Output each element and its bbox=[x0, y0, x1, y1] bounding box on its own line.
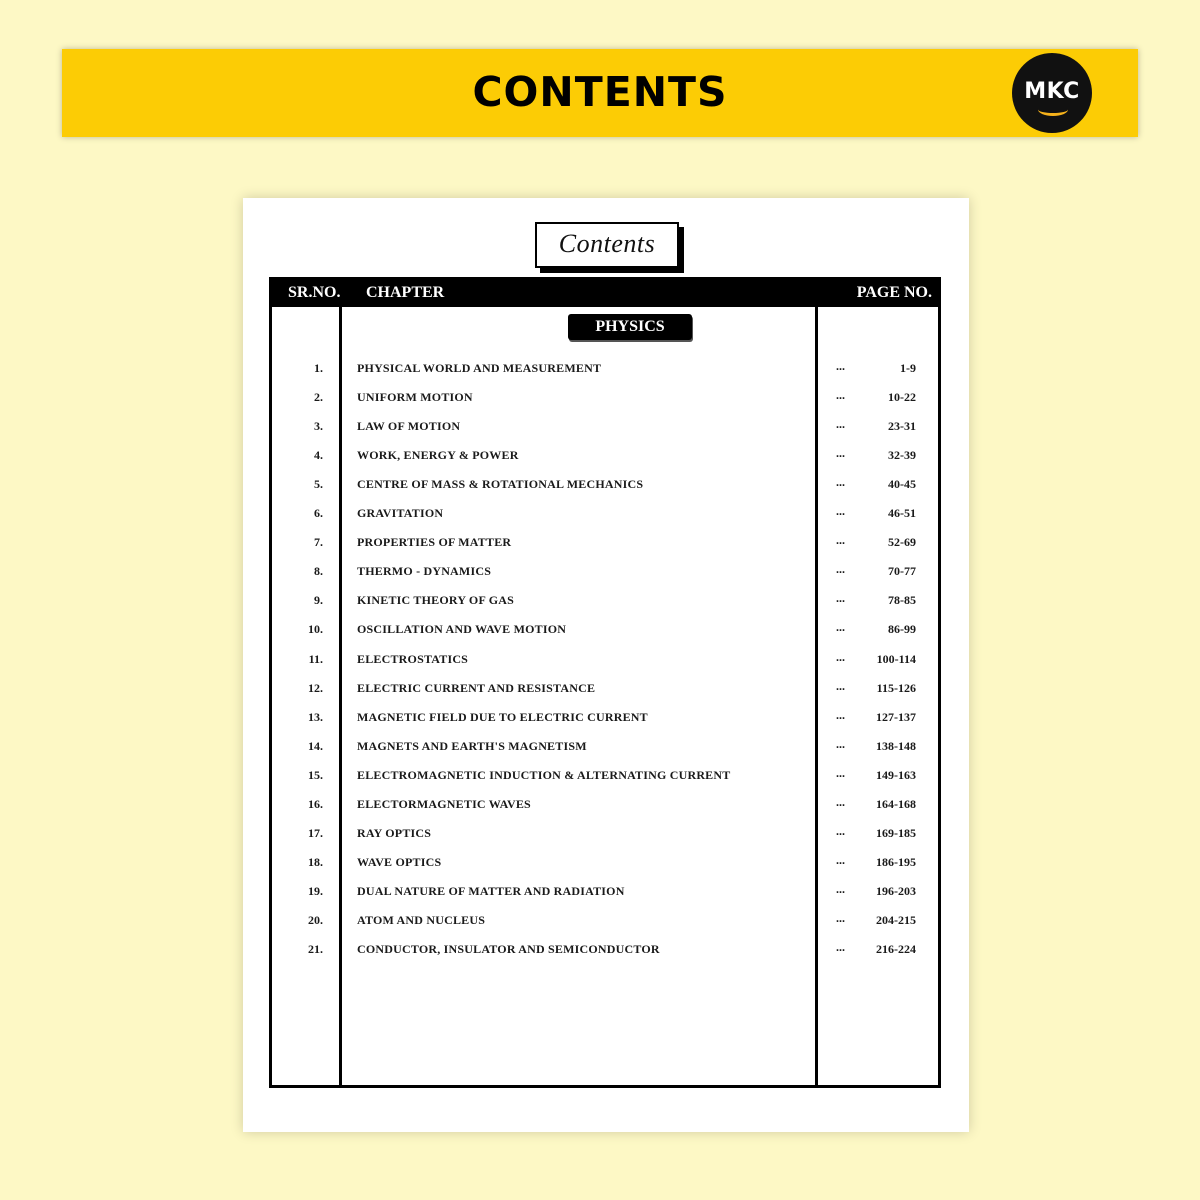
leader-dots: ... bbox=[836, 881, 845, 896]
chapter-pages: 127-137 bbox=[876, 709, 916, 724]
chapter-pages: 204-215 bbox=[876, 912, 916, 927]
table-row bbox=[272, 533, 938, 553]
table-row bbox=[272, 679, 938, 699]
table-row bbox=[272, 504, 938, 524]
leader-dots: ... bbox=[836, 823, 845, 838]
leader-dots: ... bbox=[836, 852, 845, 867]
leader-dots: ... bbox=[836, 359, 845, 373]
chapter-number: 7. bbox=[314, 535, 323, 550]
chapter-title: LAW OF MOTION bbox=[357, 419, 461, 434]
document-page bbox=[243, 198, 969, 1132]
column-header-chapter: CHAPTER bbox=[366, 284, 445, 301]
chapter-title: WORK, ENERGY & POWER bbox=[357, 448, 519, 463]
leader-dots: ... bbox=[836, 562, 845, 577]
leader-dots: ... bbox=[836, 794, 845, 809]
chapter-pages: 10-22 bbox=[888, 390, 916, 405]
leader-dots: ... bbox=[836, 678, 845, 693]
leader-dots: ... bbox=[836, 533, 845, 548]
chapter-pages: 216-224 bbox=[876, 942, 916, 956]
leader-dots: ... bbox=[836, 910, 845, 925]
contents-heading-box bbox=[535, 222, 679, 268]
chapter-title: RAY OPTICS bbox=[357, 825, 432, 840]
leader-dots: ... bbox=[836, 649, 845, 664]
chapter-number: 10. bbox=[308, 622, 323, 637]
chapter-pages: 100-114 bbox=[876, 651, 916, 666]
table-row bbox=[272, 446, 938, 466]
table-row bbox=[272, 940, 938, 960]
leader-dots: ... bbox=[836, 446, 845, 461]
chapter-number: 11. bbox=[308, 651, 323, 666]
leader-dots: ... bbox=[836, 504, 845, 519]
chapter-title: ELECTROMAGNETIC INDUCTION & ALTERNATING CURRENT bbox=[357, 767, 731, 782]
header-banner bbox=[62, 49, 1138, 137]
chapter-title: DUAL NATURE OF MATTER AND RADIATION bbox=[357, 883, 625, 898]
table-row bbox=[272, 562, 938, 582]
table-row bbox=[272, 650, 938, 670]
banner-title: CONTENTS bbox=[472, 68, 728, 116]
chapter-pages: 1-9 bbox=[900, 361, 916, 375]
leader-dots: ... bbox=[836, 620, 845, 635]
table-row bbox=[272, 911, 938, 931]
chapter-number: 12. bbox=[308, 680, 323, 695]
chapter-title: PHYSICAL WORLD AND MEASUREMENT bbox=[357, 361, 602, 375]
section-badge-physics: PHYSICS bbox=[568, 314, 692, 340]
chapter-title: CONDUCTOR, INSULATOR AND SEMICONDUCTOR bbox=[357, 942, 660, 956]
table-row bbox=[272, 591, 938, 611]
chapter-number: 1. bbox=[314, 361, 323, 375]
chapter-title: PROPERTIES OF MATTER bbox=[357, 535, 512, 550]
leader-dots: ... bbox=[836, 736, 845, 751]
chapter-number: 3. bbox=[314, 419, 323, 434]
table-row bbox=[272, 795, 938, 815]
table-header bbox=[272, 280, 938, 307]
chapter-title: THERMO - DYNAMICS bbox=[357, 564, 492, 579]
chapter-number: 15. bbox=[308, 767, 323, 782]
table-row bbox=[272, 620, 938, 640]
chapter-title: GRAVITATION bbox=[357, 506, 444, 521]
leader-dots: ... bbox=[836, 417, 845, 432]
chapter-title: ELECTROSTATICS bbox=[357, 651, 469, 666]
table-of-contents bbox=[269, 277, 941, 1088]
chapter-title: KINETIC THEORY OF GAS bbox=[357, 593, 515, 608]
chapter-number: 18. bbox=[308, 854, 323, 869]
contents-heading: Contents bbox=[558, 229, 656, 258]
chapter-number: 4. bbox=[314, 448, 323, 463]
chapter-title: OSCILLATION AND WAVE MOTION bbox=[357, 622, 567, 637]
chapter-pages: 40-45 bbox=[888, 477, 916, 492]
chapter-pages: 70-77 bbox=[888, 564, 916, 579]
leader-dots: ... bbox=[836, 940, 845, 954]
chapter-title: MAGNETIC FIELD DUE TO ELECTRIC CURRENT bbox=[357, 709, 648, 724]
chapter-number: 14. bbox=[308, 738, 323, 753]
chapter-pages: 149-163 bbox=[876, 767, 916, 782]
chapter-number: 13. bbox=[308, 709, 323, 724]
chapter-pages: 169-185 bbox=[876, 825, 916, 840]
column-header-sr-no: SR.NO. bbox=[288, 284, 341, 301]
chapter-pages: 164-168 bbox=[876, 796, 916, 811]
chapter-number: 9. bbox=[314, 593, 323, 608]
chapter-number: 8. bbox=[314, 564, 323, 579]
chapter-pages: 186-195 bbox=[876, 854, 916, 869]
brand-logo bbox=[1012, 53, 1092, 133]
chapter-number: 2. bbox=[314, 390, 323, 405]
chapter-title: MAGNETS AND EARTH'S MAGNETISM bbox=[357, 738, 587, 753]
chapter-number: 19. bbox=[308, 883, 323, 898]
chapter-pages: 138-148 bbox=[876, 738, 916, 753]
column-header-page-no: PAGE NO. bbox=[856, 284, 932, 301]
table-row bbox=[272, 853, 938, 873]
table-row bbox=[272, 737, 938, 757]
table-row bbox=[272, 708, 938, 728]
chapter-number: 6. bbox=[314, 506, 323, 521]
chapter-pages: 86-99 bbox=[888, 622, 916, 637]
chapter-pages: 23-31 bbox=[888, 419, 916, 434]
table-row bbox=[272, 475, 938, 495]
table-row bbox=[272, 388, 938, 408]
chapter-pages: 52-69 bbox=[888, 535, 916, 550]
chapter-title: ATOM AND NUCLEUS bbox=[357, 912, 486, 927]
chapter-pages: 115-126 bbox=[876, 680, 916, 695]
chapter-number: 16. bbox=[308, 796, 323, 811]
table-row bbox=[272, 882, 938, 902]
chapter-title: ELECTRIC CURRENT AND RESISTANCE bbox=[357, 680, 596, 695]
logo-text: MKC bbox=[1024, 78, 1080, 104]
table-row bbox=[272, 359, 938, 379]
chapter-number: 5. bbox=[314, 477, 323, 492]
table-row bbox=[272, 824, 938, 844]
leader-dots: ... bbox=[836, 765, 845, 780]
chapter-title: UNIFORM MOTION bbox=[357, 390, 473, 405]
chapter-pages: 78-85 bbox=[888, 593, 916, 608]
chapter-number: 21. bbox=[308, 942, 323, 956]
chapter-number: 17. bbox=[308, 825, 323, 840]
leader-dots: ... bbox=[836, 591, 845, 606]
chapter-pages: 196-203 bbox=[876, 883, 916, 898]
leader-dots: ... bbox=[836, 707, 845, 722]
leader-dots: ... bbox=[836, 475, 845, 490]
table-row bbox=[272, 766, 938, 786]
chapter-title: WAVE OPTICS bbox=[357, 854, 442, 869]
chapter-title: ELECTORMAGNETIC WAVES bbox=[357, 796, 531, 811]
leader-dots: ... bbox=[836, 388, 845, 403]
logo-smile-icon bbox=[1038, 103, 1068, 116]
chapter-pages: 32-39 bbox=[888, 448, 916, 463]
chapter-number: 20. bbox=[308, 912, 323, 927]
chapter-pages: 46-51 bbox=[888, 506, 916, 521]
table-row bbox=[272, 417, 938, 437]
chapter-title: CENTRE OF MASS & ROTATIONAL MECHANICS bbox=[357, 477, 644, 492]
